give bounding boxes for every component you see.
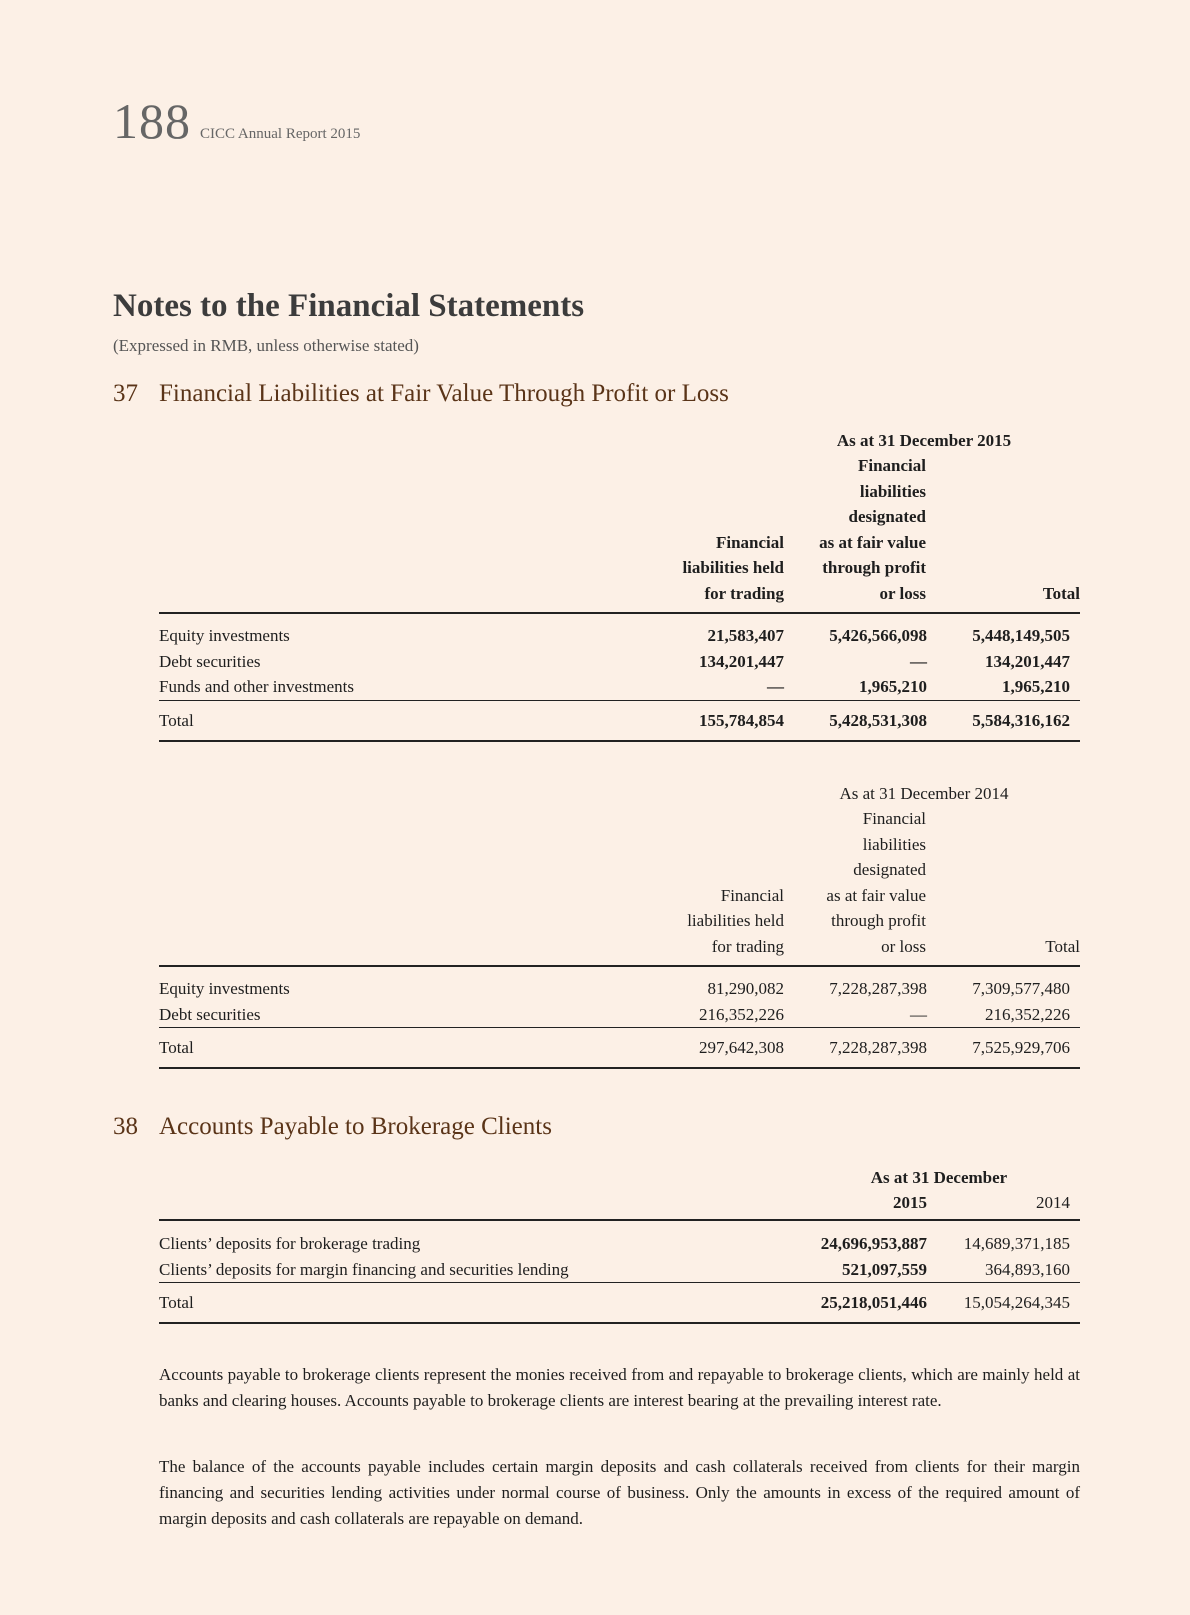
table-header: [159, 428, 1080, 614]
header-rule: [159, 965, 1080, 967]
table-caption: As at 31 December 2014: [839, 784, 1009, 803]
table-brokerage: [159, 1165, 1080, 1324]
report-name: CICC Annual Report 2015: [200, 126, 361, 142]
section-number: 38: [113, 1113, 138, 1140]
table-2014: [159, 781, 1080, 1069]
column-header-held-for-trading: Financial liabilities held for trading: [687, 885, 784, 956]
table-2015: [159, 428, 1080, 742]
section-title: Accounts Payable to Brokerage Clients: [159, 1113, 552, 1140]
table-row: Equity investments 21,583,407 5,426,566,098 5,448,149,505: [159, 626, 1070, 645]
paragraph: Accounts payable to brokerage clients represent the monies received from and repayable to brokerage clients, which are mainly held at banks and clearing houses. Accounts payable to brokerage clients are interest bearing at the prevailing interest rate.: [159, 1365, 1080, 1410]
table-row: Equity investments 81,290,082 7,228,287,398 7,309,577,480: [159, 979, 1070, 998]
column-header-designated: Financial liabilities designated as at fair value through profit or loss: [819, 456, 926, 603]
table-total-row: Total 155,784,854 5,428,531,308 5,584,316,162: [159, 708, 1080, 742]
table-caption: As at 31 December 2015: [836, 431, 1012, 450]
table-total-row: Total 297,642,308 7,228,287,398 7,525,929,706: [159, 1035, 1080, 1069]
header-rule: [159, 1219, 1080, 1221]
subtotal-rule: [159, 700, 1080, 708]
column-header-total: Total: [1042, 583, 1080, 603]
column-header-2015: 2015: [893, 1192, 927, 1212]
page-subtitle: (Expressed in RMB, unless otherwise stated): [113, 336, 419, 355]
table-row: Clients’ deposits for margin financing and securities lending 521,097,559 364,893,160: [159, 1259, 1070, 1279]
section-number: 37: [113, 380, 138, 407]
page-number: 188: [113, 93, 191, 149]
table-total-row: Total 25,218,051,446 15,054,264,345: [159, 1290, 1080, 1324]
table-header: [159, 1165, 1080, 1221]
table-row: Debt securities 216,352,226 — 216,352,226: [159, 1004, 1070, 1024]
column-header-total: Total: [1045, 936, 1080, 956]
section-38-heading: [113, 1113, 552, 1141]
table-row: Funds and other investments — 1,965,210 1,965,210: [159, 677, 1070, 696]
subtotal-rule: [159, 1027, 1080, 1035]
table-caption: As at 31 December: [870, 1168, 1008, 1187]
page-title: Notes to the Financial Statements: [113, 288, 585, 324]
table-row: Debt securities 134,201,447 — 134,201,447: [159, 651, 1070, 671]
table-row: Clients’ deposits for brokerage trading 24,696,953,887 14,689,371,185: [159, 1234, 1070, 1253]
paragraph: The balance of the accounts payable includes certain margin deposits and cash collaterals received from clients for their margin financing and securities lending activities under normal course of business. Only the amounts in excess of the required amount of margin deposits and cash collaterals are repayable on demand.: [159, 1457, 1080, 1528]
section-title: Financial Liabilities at Fair Value Through Profit or Loss: [159, 380, 729, 407]
table-header: [159, 781, 1080, 967]
column-header-held-for-trading: Financial liabilities held for trading: [682, 532, 784, 603]
header-rule: [159, 612, 1080, 614]
column-header-2014: 2014: [1036, 1192, 1070, 1212]
section-37-heading: [113, 380, 729, 408]
subtotal-rule: [159, 1282, 1080, 1290]
column-header-designated: Financial liabilities designated as at fair value through profit or loss: [826, 809, 926, 956]
